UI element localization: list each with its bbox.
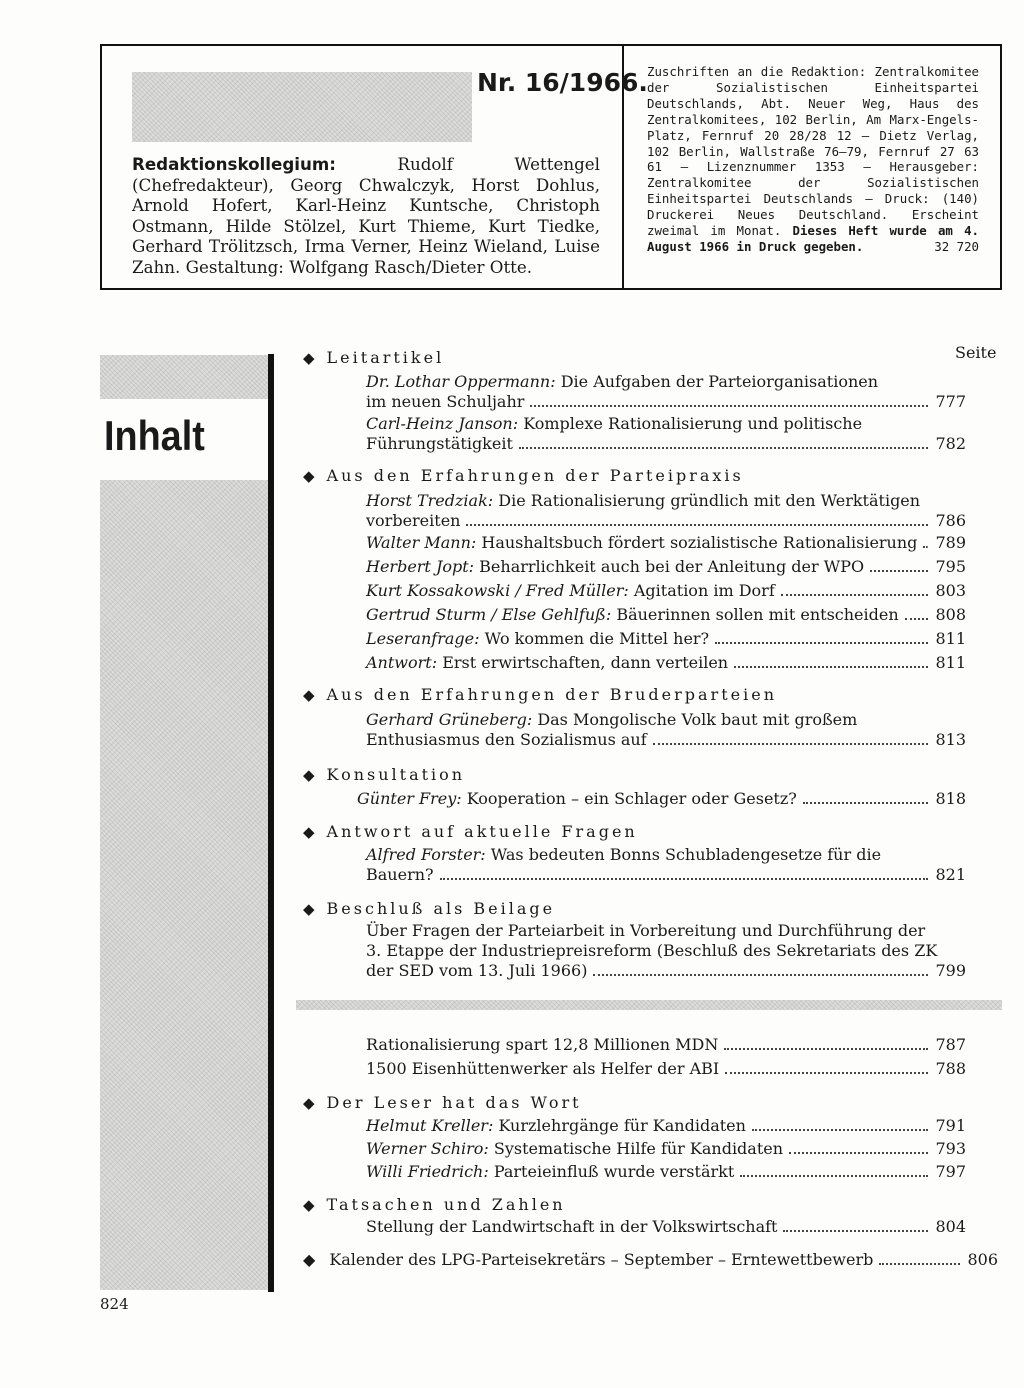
editorial-board: [132, 154, 600, 277]
toc-entry: Carl-Heinz Janson: Komplexe Rationalisierung und politische Führungstätigkeit 782: [366, 414, 966, 453]
toc-entry: 1500 Eisenhüttenwerker als Helfer der ABI 788: [366, 1059, 966, 1078]
toc-entry: Gerhard Grüneberg: Das Mongolische Volk baut mit großem Enthusiasmus den Sozialismus auf 813: [366, 710, 966, 749]
diamond-icon: ◆: [303, 1196, 315, 1214]
section-heading: ◆ Konsultation: [303, 765, 466, 784]
imprint-number: 32 720: [934, 238, 979, 254]
imprint-print-date: Dieses Heft wurde am 4. August 1966 in Druck gegeben.: [647, 223, 979, 254]
toc-entry: Herbert Jopt: Beharrlichkeit auch bei der Anleitung der WPO 795: [366, 557, 966, 576]
toc-entry: Willi Friedrich: Parteieinfluß wurde verstärkt 797: [366, 1162, 966, 1181]
toc-entry: Günter Frey: Kooperation – ein Schlager oder Gesetz? 818: [357, 789, 966, 808]
toc-entry: Antwort: Erst erwirtschaften, dann verteilen 811: [366, 653, 966, 672]
diamond-icon: ◆: [303, 1094, 315, 1112]
section-separator: [296, 1000, 1002, 1010]
section-heading: ◆ Aus den Erfahrungen der Bruderparteien: [303, 685, 777, 704]
imprint-text: Zuschriften an die Redaktion: Zentralkomitee der Sozialistischen Einheitspartei Deutschlands, Abt. Neuer Weg, Haus des Zentralkomitees, 102 Berlin, Am Marx-Engels-Platz, Fernruf 20 28/28 12 – Dietz Verlag, 102 Berlin, Wallstraße 76–79, Fernruf 27 63 61 – Lizenznummer 1353 – Herausgeber: Zentralkomitee der Sozialistischen Einheitspartei Deutschlands – Druck: (140) Druckerei Neues Deutschland. Erscheint zweimal im Monat.: [647, 64, 979, 239]
toc-entry: Leseranfrage: Wo kommen die Mittel her? 811: [366, 629, 966, 648]
diamond-icon: ◆: [303, 766, 315, 784]
board-label: Redaktionskollegium:: [132, 154, 336, 174]
toc-entry: Walter Mann: Haushaltsbuch fördert sozialistische Rationalisierung 789: [366, 533, 966, 552]
section-heading: ◆ Der Leser hat das Wort: [303, 1093, 582, 1112]
page-number: 824: [100, 1295, 129, 1313]
diamond-icon: ◆: [303, 686, 315, 704]
sidebar-halftone-bottom: [100, 480, 268, 1290]
section-heading: ◆ Antwort auf aktuelle Fragen: [303, 822, 638, 841]
toc-entry: Alfred Forster: Was bedeuten Bonns Schubladengesetze für die Bauern? 821: [366, 845, 966, 884]
page-title: Inhalt: [104, 412, 205, 459]
toc-entry: Über Fragen der Parteiarbeit in Vorbereitung und Durchführung der 3. Etappe der Industriepreisreform (Beschluß des Sekretariats des ZK der SED vom 13. Juli 1966) 799: [366, 921, 966, 980]
toc-entry: Stellung der Landwirtschaft in der Volkswirtschaft 804: [366, 1217, 966, 1236]
toc-entry: Dr. Lothar Oppermann: Die Aufgaben der Parteiorganisationen im neuen Schuljahr 777: [366, 372, 966, 411]
toc-entry: Horst Tredziak: Die Rationalisierung gründlich mit den Werktätigen vorbereiten 786: [366, 491, 966, 530]
diamond-icon: ◆: [303, 1250, 316, 1269]
diamond-icon: ◆: [303, 349, 315, 367]
toc-entry: Kurt Kossakowski / Fred Müller: Agitation im Dorf 803: [366, 581, 966, 600]
toc-entry: Rationalisierung spart 12,8 Millionen MDN 787: [366, 1035, 966, 1054]
issue-number: Nr. 16/1966.: [477, 68, 648, 97]
masthead-halftone: [132, 72, 472, 142]
section-heading: ◆ Aus den Erfahrungen der Parteipraxis: [303, 466, 744, 485]
vertical-rule: [268, 354, 274, 1292]
masthead-box: [100, 44, 1002, 290]
sidebar-halftone-top: [100, 355, 268, 399]
imprint: [647, 64, 979, 255]
diamond-icon: ◆: [303, 823, 315, 841]
toc-entry: Werner Schiro: Systematische Hilfe für Kandidaten 793: [366, 1139, 966, 1158]
section-heading: ◆ Leitartikel: [303, 348, 445, 367]
diamond-icon: ◆: [303, 900, 315, 918]
toc-entry: Gertrud Sturm / Else Gehlfuß: Bäuerinnen sollen mit entscheiden 808: [366, 605, 966, 624]
page-column-label: Seite: [955, 343, 997, 362]
toc-entry: Helmut Kreller: Kurzlehrgänge für Kandidaten 791: [366, 1116, 966, 1135]
diamond-icon: ◆: [303, 467, 315, 485]
section-heading: ◆ Tatsachen und Zahlen: [303, 1195, 566, 1214]
toc-entry: ◆ Kalender des LPG-Parteisekretärs – September – Erntewettbewerb 806: [303, 1250, 998, 1269]
section-heading: ◆ Beschluß als Beilage: [303, 899, 556, 918]
board-members: Rudolf Wettengel (Chefredakteur), Georg Chwalczyk, Horst Dohlus, Arnold Hofert, Karl-Heinz Kuntsche, Christoph Ostmann, Hilde Stölzel, Kurt Thieme, Kurt Tiedke, Gerhard Trölitzsch, Irma Verner, Heinz Wieland, Luise Zahn. Gestaltung: Wolfgang Rasch/Dieter Otte.: [132, 154, 600, 277]
